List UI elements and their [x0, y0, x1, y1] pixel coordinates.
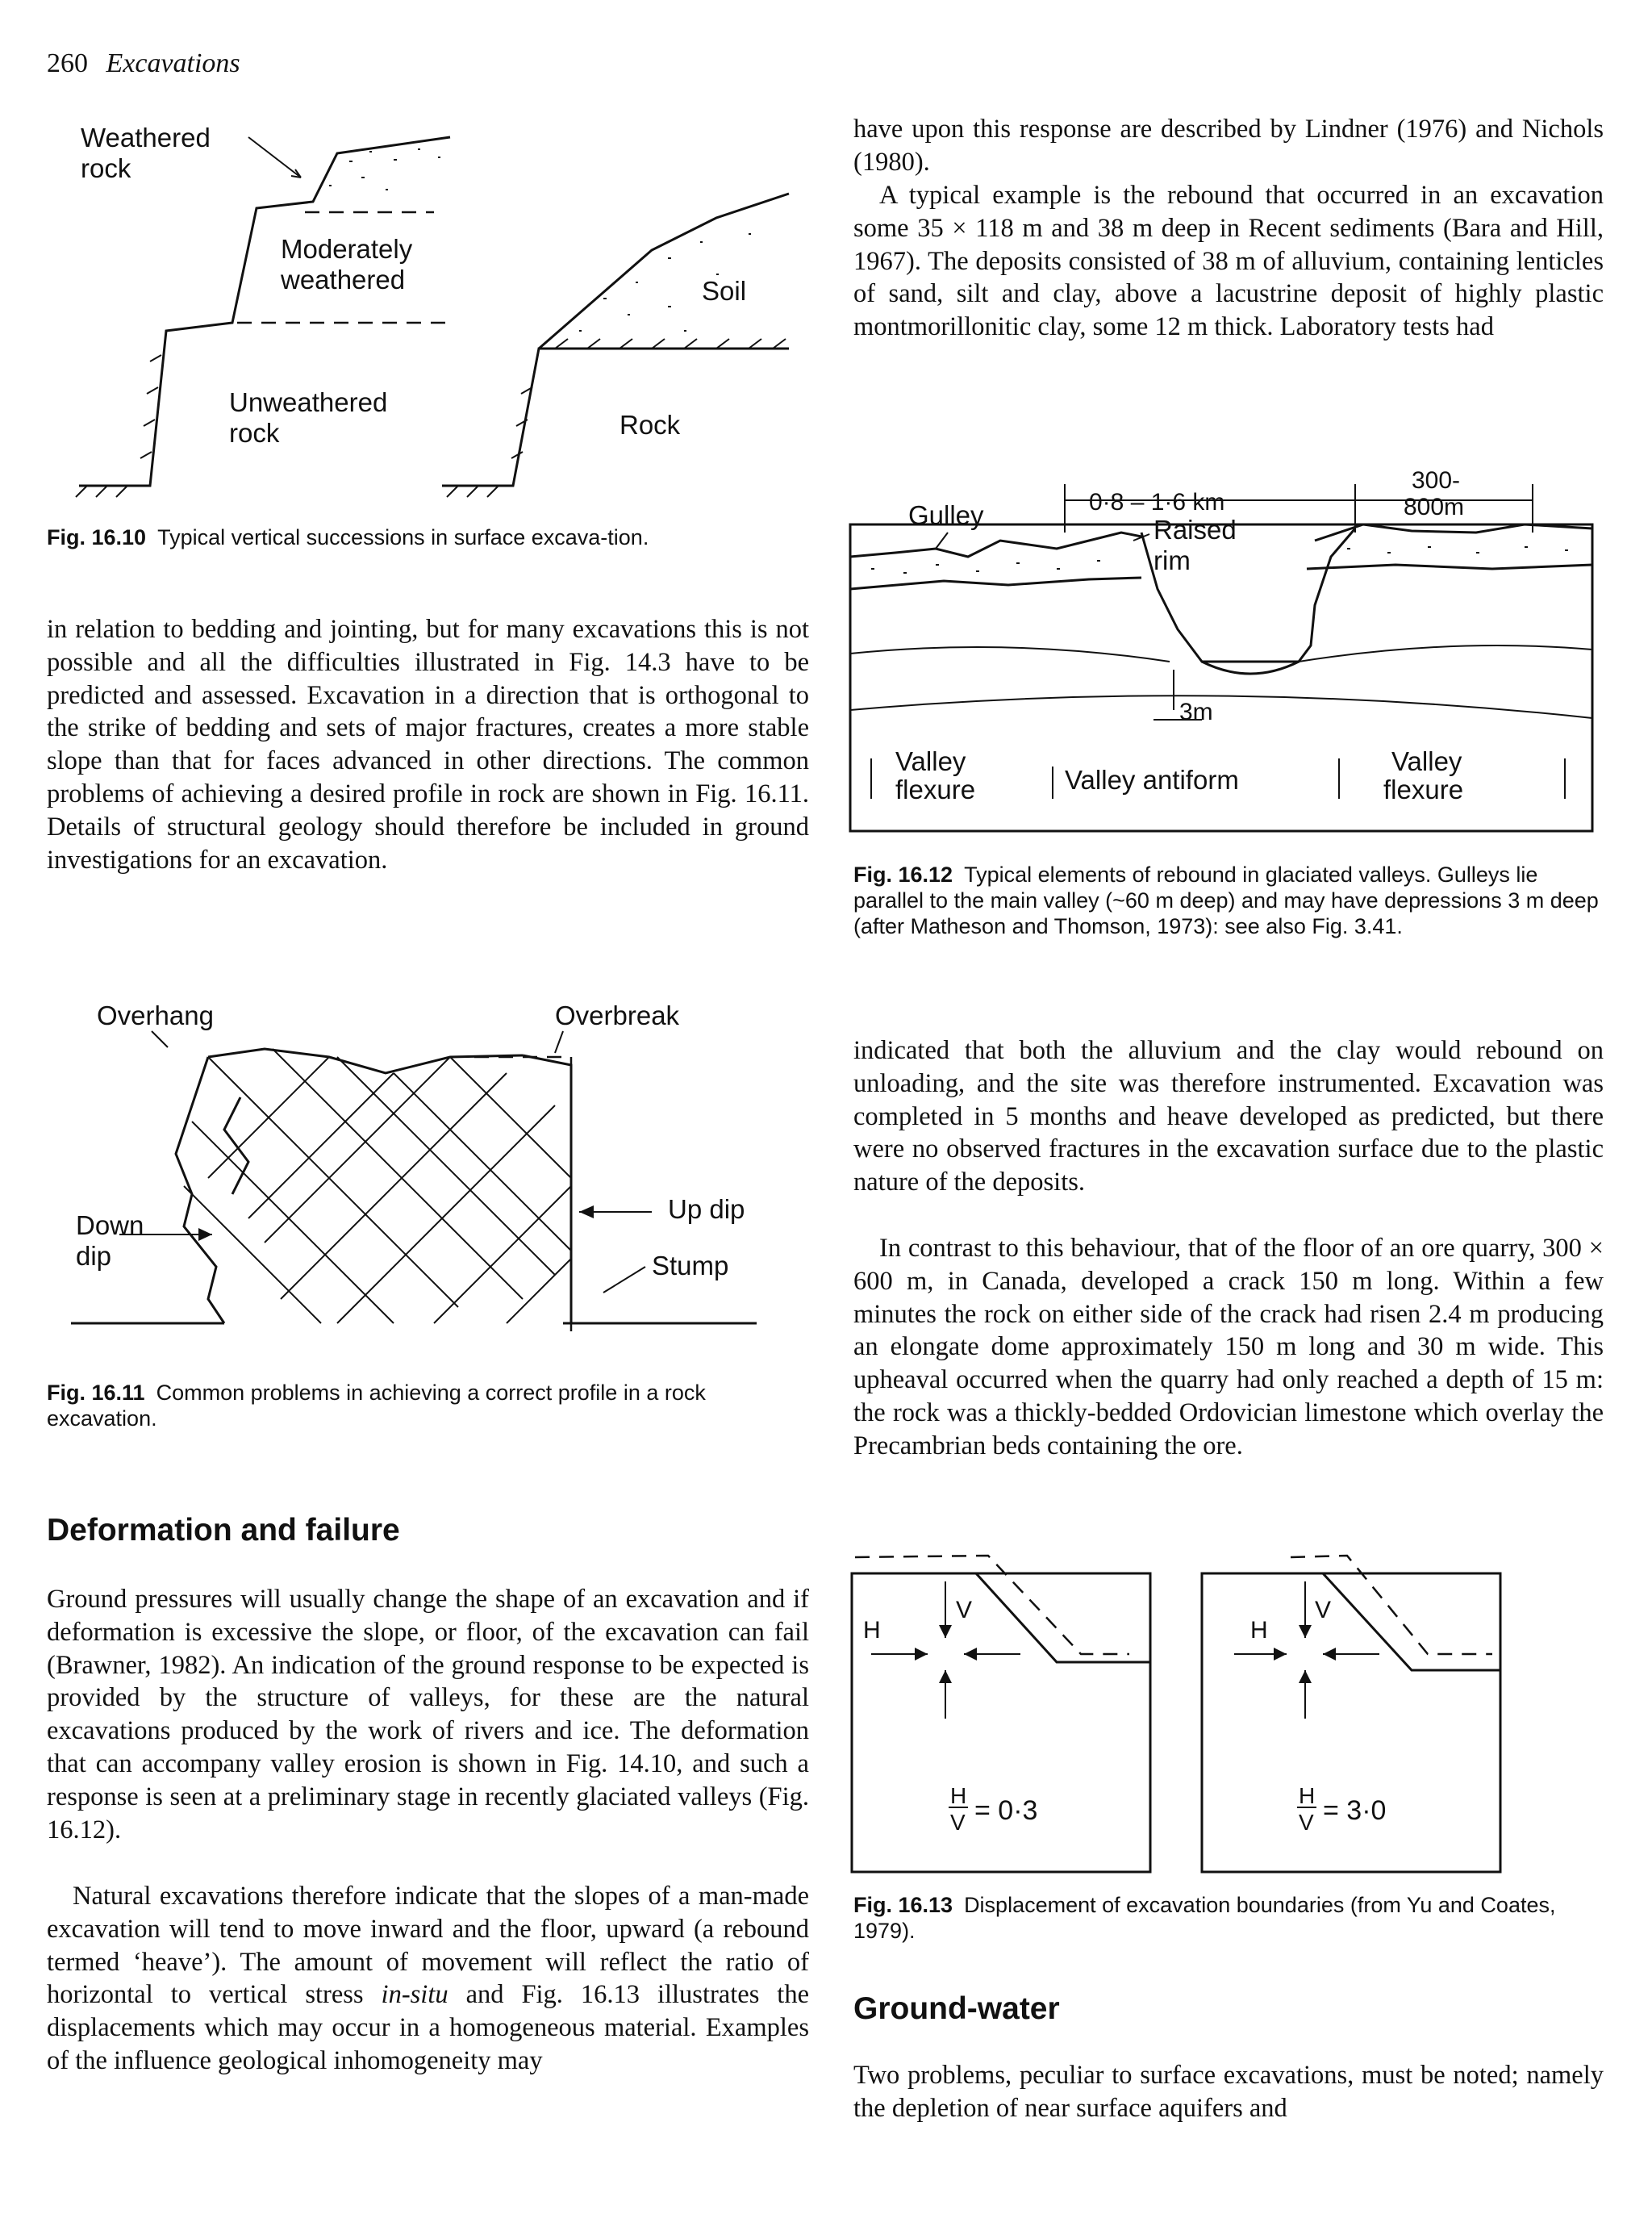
left-paragraph-1: in relation to bedding and jointing, but for many excavations this is not possible and all the difficulties illustrated in Fig. 14.3 have to be predicted and assessed. Excavation in a direction that is orthogonal to the strike of bedding and sets of major fractures, creates a more stable slope than that for faces advanced in other directions. The common problems of achieving a desired profile in rock are shown in Fig. 16.11. Details of structural geology should therefore be included in ground investigations for an excavation.	[47, 615, 809, 875]
stratum-lines	[850, 645, 1592, 718]
label-width-top: 300-	[1412, 467, 1461, 494]
label-flexure-right: flexure	[1383, 775, 1464, 804]
gravel-stipple	[871, 547, 1568, 573]
right-label-v: V	[1315, 1597, 1332, 1623]
heading-deformation: Deformation and failure	[47, 1513, 400, 1548]
up-dip-arrowhead	[579, 1205, 594, 1218]
rock-hatch-top	[555, 339, 786, 349]
right-fraction-v: V	[1299, 1810, 1314, 1835]
label-flexure-left: flexure	[895, 775, 976, 804]
left-paragraph-3	[47, 1880, 809, 2078]
hatch-left	[76, 355, 161, 497]
left-paragraph-2: Ground pressures will usually change the shape of an excavation and if deformation is excessive the slope, or floor, of the excavation can fail (Brawner, 1982). An indication of the ground response to be expected is provided by the structure of valleys, for these are the natural excavations produced by the work of rivers and ice. The deformation that can accompany valley erosion is shown in Fig. 14.10, and such a response is seen at a preliminary stage in recently glaciated valleys (Fig. 16.12).	[47, 1585, 809, 1844]
label-raised: Raised	[1153, 515, 1237, 545]
left-paragraph-3-italic: in-situ	[381, 1980, 448, 2010]
label-3m: 3m	[1179, 699, 1213, 725]
left-h-arrowhead	[915, 1648, 928, 1661]
left-paragraph-3-part-a: Natural excavations therefore indicate that the slopes of a man-made excavation will tend to move inward and the floor, upward (a rebound termed ‘heave’). The amount of movement will reflect the ratio of horizontal to vertical stress	[47, 1882, 809, 2010]
label-down: Down	[76, 1210, 144, 1240]
left-paragraph-3-part-b: and Fig. 16.13 illustrates the displacements which may occur in a homogeneous material. Examples of the influence geological inhomogeneity may	[47, 1980, 810, 2075]
left-displaced-boundary	[855, 1556, 1129, 1654]
right-rock-profile	[442, 349, 789, 486]
label-weathered-2: weathered	[281, 265, 406, 295]
page-number: 260	[47, 48, 88, 78]
fig-16-12-text: Typical elements of rebound in glaciated valleys. Gulleys lie parallel to the main valley (~60 m deep) and may have depressions 3 m deep (after Matheson and Thomson, 1973): see also Fig. 3.41.	[853, 863, 1599, 938]
left-h-arrowhead-back	[964, 1648, 977, 1661]
joint-set-b	[208, 1057, 571, 1323]
left-label-v: V	[956, 1597, 973, 1623]
right-soil-slope	[539, 194, 789, 349]
stump-leader	[603, 1267, 645, 1293]
fig-16-13-caption	[853, 1892, 1604, 1944]
left-v-arrowhead-up	[939, 1670, 952, 1683]
right-h-arrowhead-back	[1323, 1648, 1336, 1661]
right-ratio: = 3·0	[1323, 1795, 1387, 1826]
left-fraction-h: H	[950, 1783, 967, 1808]
label-stump: Stump	[652, 1251, 729, 1280]
left-label-h: H	[863, 1617, 881, 1644]
label-unweathered: Unweathered	[229, 387, 388, 417]
page-header	[47, 48, 240, 79]
right-surface	[1315, 524, 1592, 541]
right-paragraph-4: In contrast to this behaviour, that of the floor of an ore quarry, 300 × 600 m, in Canada, developed a crack 150 m long. Within a few minutes the rock on either side of the crack had risen 2.4 m producing an elongate dome approximately 150 m long and 30 m wide. This upheaval occurred when the quarry had only reached a depth of 15 m: the rock was a thickly-bedded Ordovician limestone which overlay the Precambrian beds containing the ore.	[853, 1234, 1604, 1460]
label-soil: Soil	[702, 276, 747, 306]
hatch-right	[447, 387, 532, 497]
label-weathered: Weathered	[81, 123, 211, 152]
figure-16-12	[847, 420, 1605, 839]
label-overbreak: Overbreak	[555, 1001, 680, 1030]
fig-16-10-caption	[47, 524, 809, 550]
label-rock-3: Rock	[620, 410, 681, 440]
fig-16-13-number: Fig. 16.13	[853, 1893, 953, 1917]
fig-16-13-right-frame	[1202, 1573, 1500, 1872]
gulley-leader	[936, 533, 948, 549]
valley-fill	[1202, 662, 1299, 674]
left-fraction-v: V	[950, 1810, 966, 1835]
label-rim: rim	[1153, 545, 1191, 575]
weathered-rock-stipple	[329, 149, 440, 190]
figure-16-13	[847, 1541, 1605, 1880]
label-rock-2: rock	[229, 418, 280, 448]
figure-16-11	[71, 992, 797, 1364]
fig-16-13-text: Displacement of excavation boundaries (from Yu and Coates, 1979).	[853, 1893, 1556, 1943]
right-v-arrowhead-up	[1299, 1670, 1312, 1683]
label-dip: dip	[76, 1241, 112, 1271]
heading-groundwater: Ground-water	[853, 1991, 1060, 2026]
right-paragraph-5: Two problems, peculiar to surface excavations, must be noted; namely the depletion of near surface aquifers and	[853, 2061, 1604, 2123]
left-ratio: = 0·3	[974, 1795, 1038, 1826]
left-v-arrowhead	[939, 1625, 952, 1638]
down-dip-arrowhead	[198, 1228, 212, 1241]
fig-16-12-caption	[853, 862, 1604, 939]
right-v-arrowhead	[1299, 1625, 1312, 1638]
label-antiform: Valley antiform	[1065, 765, 1239, 795]
figure-16-10	[71, 113, 797, 500]
overhang-leader	[152, 1031, 168, 1047]
running-title: Excavations	[106, 48, 240, 78]
label-up-dip: Up dip	[668, 1194, 745, 1224]
label-valley-left: Valley	[895, 746, 966, 776]
label-width-bottom: 800m	[1404, 494, 1465, 520]
right-label-h: H	[1250, 1617, 1268, 1644]
label-gulley: Gulley	[908, 500, 984, 530]
fig-16-13-left-frame	[852, 1573, 1150, 1872]
label-distance: 0·8 – 1·6 km	[1089, 489, 1225, 516]
right-paragraph-1: have upon this response are described by Lindner (1976) and Nichols (1980).	[853, 115, 1604, 177]
label-valley-right: Valley	[1391, 746, 1462, 776]
right-paragraph-2: A typical example is the rebound that occurred in an excavation some 35 × 118 m and 38 m deep in Recent sediments (Bara and Hill, 1967). The deposits consisted of 38 m of alluvium, containing lenticles of sand, silt and clay, above a lacustrine deposit of highly plastic montmorillonitic clay, some 12 m thick. Laboratory tests had	[853, 181, 1604, 342]
label-overhang: Overhang	[97, 1001, 214, 1030]
label-moderately: Moderately	[281, 234, 413, 264]
fig-16-10-number: Fig. 16.10	[47, 525, 147, 549]
weathered-leader	[248, 137, 301, 178]
right-h-arrowhead	[1274, 1648, 1287, 1661]
right-fraction-h: H	[1299, 1783, 1316, 1808]
fig-16-11-number: Fig. 16.11	[47, 1381, 145, 1405]
fig-16-12-number: Fig. 16.12	[853, 863, 953, 887]
left-gravel-base	[850, 578, 1141, 589]
rock-top-surface	[208, 1049, 523, 1073]
right-gravel-base	[1307, 565, 1592, 569]
right-paragraph-3: indicated that both the alluvium and the clay would rebound on unloading, and the site was therefore instrumented. Excavation was completed in 5 months and heave developed as predicted, but there were no observed fractures in the excavation surface due to the plastic nature of the deposits.	[853, 1036, 1604, 1197]
left-excavation-boundary	[852, 1573, 1150, 1662]
fig-16-10-text: Typical vertical successions in surface excava-tion.	[157, 525, 649, 549]
fig-16-11-text: Common problems in achieving a correct profile in a rock excavation.	[47, 1381, 706, 1431]
overbreak-leader	[555, 1031, 563, 1053]
overhang-face	[176, 1057, 224, 1323]
right-excavation-boundary	[1202, 1573, 1500, 1670]
left-surface	[850, 533, 1141, 557]
overbreak-notch	[224, 1097, 248, 1194]
label-rock-1: rock	[81, 153, 131, 183]
fig-16-11-caption	[47, 1380, 809, 1431]
